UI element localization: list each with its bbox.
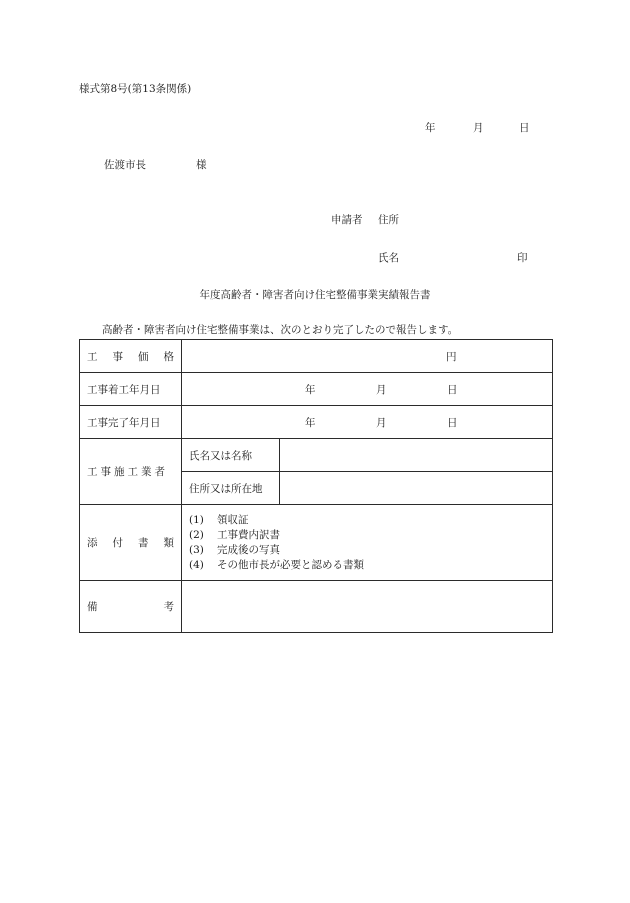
addressee-suffix: 様 <box>196 159 207 171</box>
list-item <box>189 558 545 573</box>
remarks-label-char: 考 <box>163 601 174 613</box>
attachment-number: (3) <box>189 543 204 556</box>
cost-label-char: 事 <box>112 350 123 363</box>
attachments-label <box>80 505 182 581</box>
contractor-name-field[interactable] <box>280 439 553 472</box>
seal-label: 印 <box>517 252 528 264</box>
start-day-label: 日 <box>447 384 458 396</box>
attachment-number: (4) <box>189 558 204 571</box>
end-date-value-cell[interactable] <box>182 406 553 439</box>
date-day-label: 日 <box>519 122 530 134</box>
end-month-label: 月 <box>376 417 387 429</box>
end-year-label: 年 <box>305 417 316 429</box>
attachments-list-cell <box>182 505 553 581</box>
contractor-address-field[interactable] <box>280 472 553 505</box>
remarks-label-char: 備 <box>87 601 98 613</box>
attachments-label-char: 付 <box>112 537 123 549</box>
attachment-number: (1) <box>189 513 204 526</box>
contractor-name-label: 氏名又は名称 <box>182 439 280 472</box>
cost-unit: 円 <box>446 351 457 363</box>
start-month-label: 月 <box>376 384 387 396</box>
attachment-number: (2) <box>189 528 204 541</box>
intro-text: 高齢者・障害者向け住宅整備事業は、次のとおり完了したので報告します。 <box>102 324 459 336</box>
contractor-name-row <box>80 439 553 472</box>
end-day-label: 日 <box>447 417 458 429</box>
applicant-name-label: 氏名 <box>378 252 399 264</box>
list-item <box>189 513 545 528</box>
report-table <box>79 339 553 633</box>
start-date-value-cell[interactable] <box>182 373 553 406</box>
attachments-label-char: 添 <box>87 537 98 549</box>
contractor-address-label: 住所又は所在地 <box>182 472 280 505</box>
attachments-label-char: 書 <box>138 537 149 549</box>
date-month-label: 月 <box>473 122 484 134</box>
addressee: 佐渡市長 <box>104 159 146 171</box>
cost-label-char: 格 <box>163 350 174 363</box>
list-item <box>189 528 545 543</box>
list-item <box>189 543 545 558</box>
attachments-row <box>80 505 553 581</box>
attachments-list <box>189 513 545 573</box>
attachment-text: 工事費内訳書 <box>217 528 280 541</box>
cost-label-char: 価 <box>138 350 149 363</box>
remarks-label <box>80 581 182 633</box>
form-number: 様式第8号(第13条関係) <box>79 83 192 95</box>
start-date-row <box>80 373 553 406</box>
start-date-label: 工事着工年月日 <box>80 373 182 406</box>
document-title: 年度高齢者・障害者向け住宅整備事業実績報告書 <box>199 289 431 301</box>
remarks-row <box>80 581 553 633</box>
cost-label-char: 工 <box>87 350 98 363</box>
end-date-label: 工事完了年月日 <box>80 406 182 439</box>
applicant-label: 申請者 <box>331 214 363 226</box>
end-date-row <box>80 406 553 439</box>
attachment-text: 完成後の写真 <box>217 543 280 556</box>
remarks-field[interactable] <box>182 581 553 633</box>
cost-row <box>80 340 553 373</box>
cost-value-cell[interactable] <box>182 340 553 373</box>
applicant-address-label: 住所 <box>378 214 399 226</box>
attachment-text: その他市長が必要と認める書類 <box>217 558 364 571</box>
cost-label <box>80 340 182 373</box>
date-year-label: 年 <box>425 122 436 134</box>
attachment-text: 領収証 <box>217 513 249 526</box>
attachments-label-char: 類 <box>163 537 174 549</box>
start-year-label: 年 <box>305 384 316 396</box>
contractor-label: 工事施工業者 <box>80 439 182 505</box>
